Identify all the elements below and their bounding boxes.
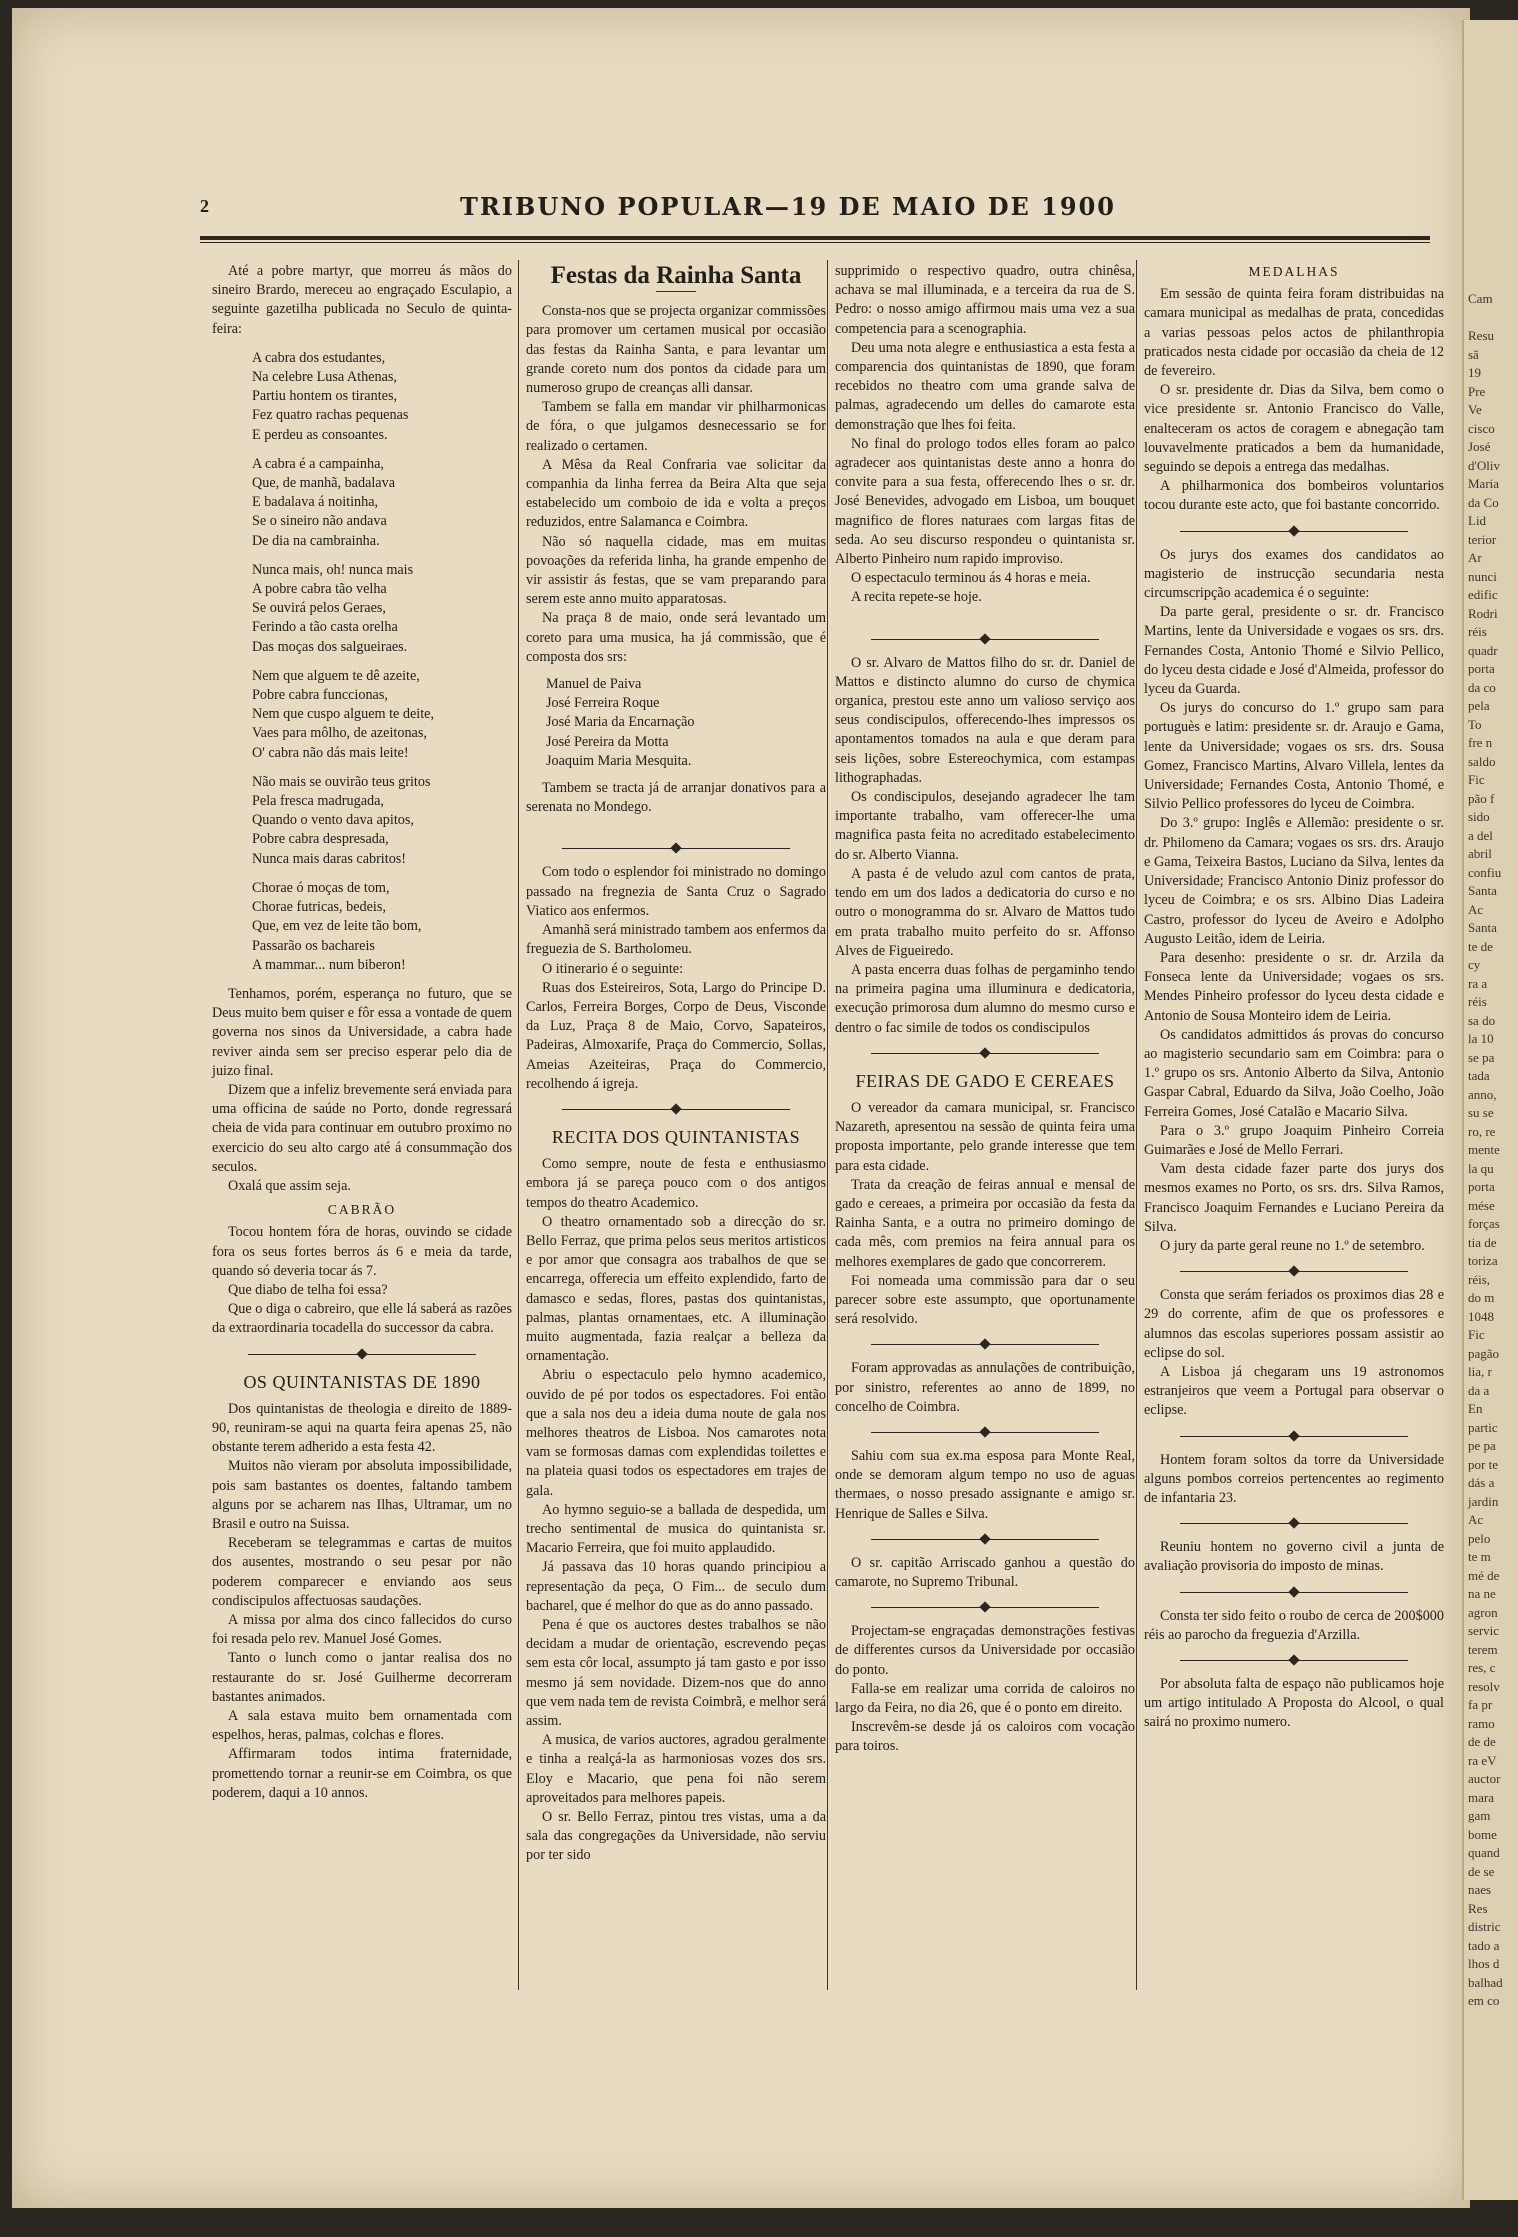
fragment-line: confiu bbox=[1468, 864, 1502, 880]
verse: Chorae futricas, bedeis, bbox=[252, 899, 386, 916]
column-2 bbox=[526, 262, 826, 1866]
paragraph: Os candidatos admittidos ás provas do concurso ao magisterio secundario sam em Coimbra: para o 1.º grupo os srs. Antonio Alberto da Silva, Antonio Gaspar Cabral, Eduardo da Silva, João Coelho, João Ferreira Gomes, José Catalão e Macario Silva. bbox=[1144, 1026, 1444, 1120]
paragraph: A missa por alma dos cinco fallecidos do curso foi resada pelo rev. Manuel José Gomes. bbox=[212, 1612, 512, 1648]
fragment-line: ramo bbox=[1468, 1715, 1495, 1731]
fragment-line: Santa bbox=[1468, 920, 1497, 935]
fragment-line: mente bbox=[1468, 1142, 1500, 1157]
fragment-line: José bbox=[1468, 439, 1491, 454]
verse: Não mais se ouvirão teus gritos bbox=[252, 773, 431, 790]
fragment-line: la qu bbox=[1468, 1160, 1494, 1176]
stanza bbox=[252, 349, 512, 445]
fragment-line: saldo bbox=[1468, 753, 1496, 769]
fragment-line: ro, re bbox=[1468, 1123, 1496, 1139]
paragraph: Do 3.º grupo: Inglês e Allemão: presidente o sr. dr. Philomeno da Camara; vogaes os srs. drs. Araujo e Gama, Teixeira Bastos, Luciano da Silva, lentes da Universidade; Francisco Antonio Diniz professor do lyceu de Coimbra; e os srs. Albino Dias Ladeira Castro, professor do lyceu de Aveiro e Adolpho Augusto Leitão, idem de Leiria. bbox=[1144, 815, 1444, 947]
verse: De dia na cambrainha. bbox=[252, 532, 380, 549]
fragment-line: réis bbox=[1468, 624, 1487, 639]
paragraph: Amanhã será ministrado tambem aos enfermos da freguezia de S. Bartholomeu. bbox=[526, 922, 826, 958]
fragment-line: abril bbox=[1468, 846, 1492, 861]
fragment-line: Cam bbox=[1468, 291, 1493, 306]
fragment-line: Fic bbox=[1468, 772, 1485, 787]
fragment-line: Pre bbox=[1468, 383, 1486, 399]
paragraph: Dos quintanistas de theologia e direito de 1889-90, reuniram-se aqui na quarta feira apenas 25, não obstante terem adherido a esta festa 42. bbox=[212, 1400, 512, 1456]
fragment-line: En bbox=[1468, 1401, 1483, 1416]
fragment-line: Resu bbox=[1468, 328, 1494, 343]
fragment-line: Ar bbox=[1468, 550, 1482, 565]
fragment-line: da Co bbox=[1468, 494, 1499, 510]
fragment-line: balhad bbox=[1468, 1974, 1503, 1990]
fragment-line: a del bbox=[1468, 827, 1493, 843]
fragment-line: cisco bbox=[1468, 420, 1495, 436]
paragraph: Dizem que a infeliz brevemente será enviada para uma officina de saúde no Porto, donde regressará cheia de vida para continuar em outubro proximo no exercicio do seu alto cargo até á consummação dos seculos. bbox=[212, 1081, 512, 1175]
paragraph: Com todo o esplendor foi ministrado no domingo passado na fregnezia de Santa Cruz o Sagrado Viatico aos enfermos. bbox=[526, 864, 826, 919]
list-item: José Ferreira Roque bbox=[546, 695, 660, 712]
fragment-line: terior bbox=[1468, 531, 1497, 547]
fragment-line: terem bbox=[1468, 1641, 1498, 1657]
fragment-line: tado a bbox=[1468, 1937, 1500, 1953]
section-heading: FEIRAS DE GADO E CEREAES bbox=[855, 1070, 1115, 1091]
column-divider bbox=[518, 260, 519, 1990]
paragraph: O theatro ornamentado sob a direcção do sr. Bello Ferraz, que prima pelos seus meritos artisticos e por amor que consagra aos trabalhos de que se encarrega, offerecia um effeito explendido, farto de damasco e sedas, flores, pastas dos quintanistas, palmas, plantas ornamentaes, etc. A illuminação muito augmentada, fazia realçar a belleza da ornamentação. bbox=[526, 1213, 826, 1365]
paragraph: Hontem foram soltos da torre da Universidade alguns pombos correios pertencentes ao regimento de infantaria 23. bbox=[1144, 1451, 1444, 1506]
verse: Nem que alguem te dê azeite, bbox=[252, 667, 420, 684]
fragment-line: mé de bbox=[1468, 1567, 1500, 1583]
fragment-line: d'Oliv bbox=[1468, 457, 1500, 473]
fragment-line: auctor bbox=[1468, 1771, 1501, 1786]
fragment-line: gam bbox=[1468, 1808, 1491, 1823]
fragment-line: Res bbox=[1468, 1900, 1488, 1916]
fragment-line: partic bbox=[1468, 1419, 1498, 1435]
verse: A mammar... num biberon! bbox=[252, 956, 406, 973]
section-heading: RECITA DOS QUINTANISTAS bbox=[551, 1126, 801, 1147]
paragraph: Por absoluta falta de espaço não publicamos hoje um artigo intitulado A Proposta do Alcool, o qual sairá no proximo numero. bbox=[1144, 1676, 1444, 1731]
fragment-line: réis bbox=[1468, 994, 1487, 1009]
paragraph: O sr. presidente dr. Dias da Silva, bem como o vice presidente sr. Antonio Francisco do Valle, enalteceram os actos de coragem e abnegação tam louvavelmente praticados a bem da humanidade, seguindo se depois a entrega das medalhas. bbox=[1144, 382, 1444, 476]
poem bbox=[252, 349, 512, 975]
paragraph: A sala estava muito bem ornamentada com espelhos, heras, palmas, colchas e flores. bbox=[212, 1708, 512, 1744]
list-item: José Pereira da Motta bbox=[546, 733, 669, 750]
paragraph: A recita repete-se hoje. bbox=[851, 589, 982, 606]
verse: Ferindo a tão casta orelha bbox=[252, 619, 398, 636]
paragraph: Reuniu hontem no governo civil a junta de avaliação provisoria do imposto de minas. bbox=[1144, 1539, 1444, 1575]
fragment-line: anno, bbox=[1468, 1086, 1497, 1102]
masthead-rule bbox=[200, 236, 1430, 240]
paragraph: Em sessão de quinta feira foram distribuidas na camara municipal as medalhas de prata, concedidas a varias pessoas pelos actos de philanthropia praticados nesta cidade por occasião da cheia de 12 de fevereiro. bbox=[1144, 286, 1444, 380]
fragment-line: mése bbox=[1468, 1197, 1495, 1213]
paragraph: O sr. Bello Ferraz, pintou tres vistas, uma a da sala das congregações da Universidade, não serviu por ter sido bbox=[526, 1809, 826, 1864]
fragment-line: ra eV bbox=[1468, 1752, 1497, 1768]
fragment-line: na ne bbox=[1468, 1586, 1496, 1601]
paragraph: O espectaculo terminou ás 4 horas e meia. bbox=[851, 570, 1091, 587]
fragment-line: fa pr bbox=[1468, 1697, 1493, 1712]
fragment-line: da co bbox=[1468, 679, 1496, 695]
list-item: Joaquim Maria Mesquita. bbox=[546, 752, 692, 769]
fragment-line: do m bbox=[1468, 1290, 1495, 1305]
fragment-line: mara bbox=[1468, 1789, 1494, 1805]
verse: Que, em vez de leite tão bom, bbox=[252, 918, 422, 935]
verse: Partiu hontem os tirantes, bbox=[252, 388, 398, 405]
ornament-divider bbox=[212, 1345, 512, 1363]
fragment-line: sa do bbox=[1468, 1012, 1496, 1028]
fragment-line: tia de bbox=[1468, 1234, 1497, 1250]
fragment-line: Lid bbox=[1468, 513, 1487, 528]
fragment-line: sã bbox=[1468, 346, 1479, 362]
paragraph: Tocou hontem fóra de horas, ouvindo se cidade fora os seus fortes berros ás 6 e meia da tarde, quando só deveria tocar ás 7. bbox=[212, 1224, 512, 1279]
paragraph: O jury da parte geral reune no 1.º de setembro. bbox=[1160, 1237, 1425, 1254]
paragraph: Para desenho: presidente o sr. dr. Arzila da Fonseca lente da Universidade; vogaes os srs. Mendes Pinheiro professor do lyceu desta cidade e Antonio de Sousa Monteiro idem de Leiria. bbox=[1144, 949, 1444, 1024]
paragraph: Foram approvadas as annulações de contribuição, por sinistro, referentes ao anno de 1899, no concelho de Coimbra. bbox=[835, 1360, 1135, 1415]
stanza bbox=[252, 561, 512, 657]
fragment-line: pe pa bbox=[1468, 1438, 1496, 1453]
stanza bbox=[252, 455, 512, 551]
list-item: José Maria da Encarnação bbox=[546, 714, 695, 731]
verse: Pobre cabra despresada, bbox=[252, 831, 389, 848]
section-heading: OS QUINTANISTAS DE 1890 bbox=[243, 1371, 481, 1392]
verse: E badalava á noitinha, bbox=[252, 494, 379, 511]
verse: Nunca mais, oh! nunca mais bbox=[252, 561, 414, 578]
ornament-divider bbox=[835, 1530, 1135, 1548]
paragraph: No final do prologo todos elles foram ao palco agradecer aos quintanistas deste anno a honra do convite para a sua festa, offerecendo lhes o sr. dr. José Benevides, advogado em Lisboa, um bouquet magnifico de flores naturaes com largas fitas de seda. Ao seu discurso respondeu o quintanista sr. Alberto Pinheiro num rapido improviso. bbox=[835, 435, 1135, 568]
verse: Pobre cabra funccionas, bbox=[252, 687, 388, 704]
paragraph: Consta ter sido feito o roubo de cerca de 200$000 réis ao parocho da freguezia d'Arzilla. bbox=[1144, 1607, 1444, 1643]
short-rule bbox=[656, 291, 696, 292]
ornament-divider bbox=[1144, 1262, 1444, 1280]
verse: Se o sineiro não andava bbox=[252, 513, 387, 530]
section-heading: Festas da Rainha Santa bbox=[550, 262, 802, 289]
page-number: 2 bbox=[200, 196, 209, 216]
fragment-line: porta bbox=[1468, 1179, 1495, 1194]
verse: A cabra é a campainha, bbox=[252, 455, 384, 472]
fragment-line: em co bbox=[1468, 1993, 1500, 2008]
newspaper-page bbox=[12, 8, 1470, 2208]
verse: Que, de manhã, badalava bbox=[252, 475, 395, 492]
fragment-line: toriza bbox=[1468, 1253, 1498, 1268]
ornament-divider bbox=[526, 1100, 826, 1118]
paragraph: Que o diga o cabreiro, que elle lá saberá as razões da extraordinaria tocadella do successor da cabra. bbox=[212, 1301, 512, 1337]
ornament-divider bbox=[1144, 1427, 1444, 1445]
stanza bbox=[252, 879, 512, 975]
paragraph: A Lisboa já chegaram uns 19 astronomos estranjeiros que veem a Portugal para observar o eclipse. bbox=[1144, 1363, 1444, 1419]
paragraph: Muitos não vieram por absoluta impossibilidade, pois sam bastantes os doentes, faltando tambem alguns por se acharem nas Ilhas, Ultramar, um no Brasil e outro na Suissa. bbox=[212, 1458, 512, 1532]
fragment-line: quand bbox=[1468, 1845, 1500, 1860]
ornament-divider bbox=[1144, 1651, 1444, 1669]
column-4 bbox=[1144, 262, 1444, 1733]
paragraph: O sr. Alvaro de Mattos filho do sr. dr. Daniel de Mattos e distincto alumno do curso de chymica organica, prestou este anno um valioso serviço aos seus condiscipulos, offerecendo-lhes impressos os apontamentos tomados na aula e que deram para seis lições, sobre Estereochymica, com estampas lithographadas. bbox=[835, 654, 1135, 786]
verse: Nem que cuspo alguem te deite, bbox=[252, 706, 435, 723]
fragment-line: res, c bbox=[1468, 1660, 1496, 1675]
paragraph: Projectam-se engraçadas demonstrações festivas de differentes cursos da Universidade por occasião do ponto. bbox=[835, 1623, 1135, 1678]
fragment-line: tada bbox=[1468, 1068, 1490, 1083]
paragraph: Consta-nos que se projecta organizar commissões para promover um certamen musical por occasião das festas da Rainha Santa, e para levantar um grande coreto num dos pontos da cidade para um numeroso grupo de creanças alli dansar. bbox=[526, 303, 826, 397]
fragment-line: Fic bbox=[1468, 1327, 1485, 1342]
verse: E perdeu as consoantes. bbox=[252, 426, 388, 443]
verse: Passarão os bachareis bbox=[252, 937, 375, 954]
fragment-line: lia, r bbox=[1468, 1364, 1492, 1379]
paragraph: Até a pobre martyr, que morreu ás mãos do sineiro Brardo, mereceu ao engraçado Esculapio, a seguinte gazetilha publicada no Seculo de quinta-feira: bbox=[212, 263, 512, 337]
fragment-line: To bbox=[1468, 716, 1482, 732]
paragraph: Da parte geral, presidente o sr. dr. Francisco Martins, lente da Universidade e vogaes os srs. drs. Fernandes Costa, Antonio Thomé e Silvio Pellico, do lyceu desta cidade e José d'Almeida, professor do lyceu da Guarda. bbox=[1144, 604, 1444, 698]
verse: Quando o vento dava apitos, bbox=[252, 812, 414, 829]
paragraph: O vereador da camara municipal, sr. Francisco Nazareth, apresentou na sessão de quinta feira uma proposta importante, pelo grande interesse que tem para esta cidade. bbox=[835, 1099, 1135, 1174]
paragraph: Que diabo de telha foi essa? bbox=[228, 1281, 388, 1298]
paragraph: Os jurys do concurso do 1.º grupo sam para portuguès e latim: presidente sr. dr. Araujo e Gama, lente da Universidade; vogaes os srs. drs. Sousa Gomez, Francisco Martins, Alvaro Villela, lentes da Universidade; Fernandes Costa, Antonio Thomé, e Silvio Pellico professores do lyceu de Coimbra. bbox=[1144, 700, 1444, 813]
verse: A cabra dos estudantes, bbox=[252, 349, 386, 366]
paragraph: A philharmonica dos bombeiros voluntarios tocou durante este acto, que foi bastante concorrido. bbox=[1144, 478, 1444, 514]
column-1 bbox=[212, 262, 512, 1803]
fragment-line: réis, bbox=[1468, 1271, 1491, 1287]
paragraph: Tanto o lunch como o jantar realisa dos no restaurante do sr. José Guilherme decorreram bastantes animados. bbox=[212, 1650, 512, 1705]
paragraph: Pena é que os auctores destes trabalhos se não decidam a mudar de orientação, escrevendo peças sem esta côr local, assumpto já tam gasto e por isso mesmo já sem novidade. Dizem-nos que do anno que vem nada tem de revista Coimbrã, e melhor será assim. bbox=[526, 1617, 826, 1730]
paragraph: A pasta é de veludo azul com cantos de prata, tendo em um dos lados a dedicatoria do curso e no outro o monogramma do sr. Alvaro de Mattos tudo em prata trabalho muito perfeito do sr. Affonso Alves de Figueiredo. bbox=[835, 865, 1135, 959]
fragment-line: naes bbox=[1468, 1882, 1492, 1897]
stanza bbox=[252, 667, 512, 763]
paragraph: A Mêsa da Real Confraria vae solicitar da companhia da linha ferrea da Beira Alta que seja estabelecido um comboio de ida e volta a preços reduzidos, entre Salamanca e Coimbra. bbox=[526, 456, 826, 531]
verse: Das moças dos salgueiraes. bbox=[252, 638, 408, 655]
fragment-line: bome bbox=[1468, 1826, 1497, 1842]
ornament-divider bbox=[526, 839, 826, 857]
ornament-divider bbox=[1144, 522, 1444, 540]
paragraph: A pasta encerra duas folhas de pergaminho tendo na primeira pagina uma illuminura e dedicatoria, execução primorosa dum alumno do mesmo curso e dentro o fac simile de todos os condiscipulos bbox=[835, 961, 1135, 1036]
fragment-line: edific bbox=[1468, 587, 1498, 602]
paragraph: Receberam se telegrammas e cartas de muitos dos ausentes, mostrando o seu pesar por não poderem comparecer e enviando aos seus condiscipulos affectuosas saudações. bbox=[212, 1535, 512, 1609]
fragment-line: fre n bbox=[1468, 735, 1493, 750]
paragraph: Ao hymno seguio-se a ballada de despedida, um trecho sentimental de musica do quintanista sr. Macario Ferreira, que foi muito applaudido. bbox=[526, 1501, 826, 1557]
fragment-line: Ac bbox=[1468, 1512, 1484, 1527]
verse: Vaes para môlho, de azeitonas, bbox=[252, 725, 427, 742]
paragraph: Abriu o espectaculo pelo hymno academico, ouvido de pé por todos os espectadores. Foi então que a sala nos deu a ideia duma noute de gala nos melhores theatros de Lisboa. Nos camarotes nota vam se formosas damas com explendidas toilettes e na plateia quasi todos os espectadores em trajes de gala. bbox=[526, 1367, 826, 1499]
paragraph: O itinerario é o seguinte: bbox=[542, 960, 684, 977]
fragment-line: pão f bbox=[1468, 790, 1495, 806]
fragment-line: Santa bbox=[1468, 883, 1497, 898]
fragment-line: de se bbox=[1468, 1863, 1495, 1879]
fragment-line bbox=[1468, 309, 1518, 328]
paragraph: Na praça 8 de maio, onde será levantado um coreto para uma musica, ha já commissão, que é composta dos srs: bbox=[526, 610, 826, 665]
masthead-rule-thin bbox=[200, 242, 1430, 243]
fragment-line: lhos d bbox=[1468, 1956, 1500, 1971]
fragment-line: de de bbox=[1468, 1734, 1496, 1749]
adjacent-page-edge bbox=[1462, 20, 1518, 2200]
paragraph: Tenhamos, porém, esperança no futuro, que se Deus muito bem quiser e fôr essa a vontade de quem governa nos sinos da Universidade, a cabra hade reviver ainda sem ser preciso esperar pelo dia de juizo final. bbox=[212, 985, 512, 1079]
fragment-line: pela bbox=[1468, 698, 1490, 713]
paragraph: Ruas dos Esteireiros, Sota, Largo do Principe D. Carlos, Ferreira Borges, Corpo de Deus, Visconde da Luz, Praça 8 de Maio, Corvo, Sapateiros, Padeiras, Almoxarife, Praça do Commercio, Sollas, Ameias Azeiteiras, Praça do Commercio, recolhendo á igreja. bbox=[526, 979, 826, 1092]
fragment-line: Ve bbox=[1468, 402, 1482, 417]
masthead bbox=[200, 192, 1430, 232]
paragraph: Os jurys dos exames dos candidatos ao magisterio de instrucção secundaria nesta circumscripção academica é o seguinte: bbox=[1144, 546, 1444, 602]
paragraph: Deu uma nota alegre e enthusiastica a esta festa a comparencia dos quintanistas de 1890, que foram recebidos no theatro com uma grande salva de palmas, agradecendo um delles do camarote esta demonstração que lhes foi feita. bbox=[835, 339, 1135, 433]
fragment-line: agron bbox=[1468, 1604, 1498, 1620]
paragraph: Falla-se em realizar uma corrida de caloiros no largo da Feira, no dia 26, que é o ponto em direito. bbox=[835, 1680, 1135, 1716]
verse: O' cabra não dás mais leite! bbox=[252, 744, 409, 761]
verse: Fez quatro rachas pequenas bbox=[252, 407, 409, 424]
newspaper-title: TRIBUNO POPULAR—19 DE MAIO DE 1900 bbox=[460, 192, 1116, 221]
verse: Chorae ó moças de tom, bbox=[252, 879, 390, 896]
fragment-line: distric bbox=[1468, 1919, 1501, 1934]
fragment-line: resolv bbox=[1468, 1678, 1500, 1694]
fragment-line: cy bbox=[1468, 957, 1481, 972]
paragraph: supprimido o respectivo quadro, outra chinêsa, achava se mal illuminada, e a terceira da rua de S. Pedro: o nosso amigo affirmou mais uma vez a sua competencia para a scenographia. bbox=[835, 263, 1135, 337]
paragraph: Tambem se tracta já de arranjar donativos para a serenata no Mondego. bbox=[526, 780, 826, 816]
paragraph: Já passava das 10 horas quando principiou a representação da peça, O Fim... de seculo dum bacharel, que é melhor do que as do anno passado. bbox=[526, 1559, 826, 1614]
fragment-line: la 10 bbox=[1468, 1031, 1494, 1046]
fragment-line: 1048 bbox=[1468, 1308, 1494, 1324]
paragraph: Inscrevêm-se desde já os caloiros com vocação para toiros. bbox=[835, 1719, 1135, 1755]
fragment-line: por te bbox=[1468, 1456, 1498, 1472]
fragment-line: te m bbox=[1468, 1549, 1491, 1564]
fragment-line: pelo bbox=[1468, 1530, 1491, 1546]
verse: Se ouvirá pelos Geraes, bbox=[252, 600, 386, 617]
paragraph: Não só naquella cidade, mas em muitas povoações da referida linha, ha grande empenho de vir assistir ás festas, que se vam preparando para serem este anno muito apparatosas. bbox=[526, 533, 826, 608]
fragment-line: dás a bbox=[1468, 1475, 1495, 1490]
fragment-line: Maria bbox=[1468, 476, 1500, 491]
ornament-divider bbox=[835, 630, 1135, 648]
column-divider bbox=[1136, 260, 1137, 1990]
member-list bbox=[546, 675, 826, 771]
paragraph: Os condiscipulos, desejando agradecer lhe tam importante trabalho, vam offerecer-lhe uma magnifica pasta feita no acreditado estabelecimento do sr. Alberto Vianna. bbox=[835, 789, 1135, 863]
paragraph: Foi nomeada uma commissão para dar o seu parecer sobre este assumpto, que oportunamente será resolvido. bbox=[835, 1272, 1135, 1328]
ornament-divider bbox=[1144, 1583, 1444, 1601]
fragment-line: su se bbox=[1468, 1105, 1494, 1120]
paragraph: Tambem se falla em mandar vir philharmonicas de fóra, o que julgamos desnecessario se for realizado o certamen. bbox=[526, 399, 826, 454]
fragment-line: pagão bbox=[1468, 1345, 1500, 1361]
verse: Nunca mais daras cabritos! bbox=[252, 850, 407, 867]
ornament-divider bbox=[835, 1044, 1135, 1062]
fragment-line: jardin bbox=[1468, 1493, 1499, 1509]
paragraph: Para o 3.º grupo Joaquim Pinheiro Correia Guimarães e José de Mello Ferrari. bbox=[1144, 1122, 1444, 1158]
ornament-divider bbox=[1144, 1514, 1444, 1532]
paragraph: Trata da creação de feiras annual e mensal de gado e cereaes, a primeira por occasião da festa da Rainha Santa, e a outra no primeiro domingo de cada mês, com premios na feira annual para os melhores exemplares de gado que concorrerem. bbox=[835, 1176, 1135, 1270]
list-item: Manuel de Paiva bbox=[546, 676, 642, 693]
fragment-line: sido bbox=[1468, 809, 1490, 824]
fragment-line: te de bbox=[1468, 938, 1493, 954]
fragment-line: se pa bbox=[1468, 1049, 1495, 1065]
ornament-divider bbox=[835, 1598, 1135, 1616]
column-divider bbox=[827, 260, 828, 1990]
fragment-line: servic bbox=[1468, 1623, 1500, 1638]
paragraph: O sr. capitão Arriscado ganhou a questão do camarote, no Supremo Tribunal. bbox=[835, 1554, 1135, 1590]
fragment-line: forças bbox=[1468, 1216, 1500, 1231]
section-heading: MEDALHAS bbox=[1248, 264, 1340, 279]
fragment-line: nunci bbox=[1468, 568, 1497, 584]
verse: Na celebre Lusa Athenas, bbox=[252, 369, 397, 386]
paragraph: A musica, de varios auctores, agradou geralmente e tinha a realçá-la as harmoniosas vozes dos srs. Eloy e Macario, que pena foi não serem aproveitados para melhores papeis. bbox=[526, 1732, 826, 1806]
column-3 bbox=[835, 262, 1135, 1757]
fragment-line: ra a bbox=[1468, 975, 1488, 991]
fragment-line: Ac bbox=[1468, 901, 1484, 917]
section-heading: CABRÃO bbox=[327, 1202, 397, 1218]
paragraph: Vam desta cidade fazer parte dos jurys dos mesmos exames no Porto, os srs. drs. Silva Ramos, Francisco Joaquim Fernandes e Luciano Pereira da Silva. bbox=[1144, 1161, 1444, 1235]
paragraph: Como sempre, noute de festa e enthusiasmo embora já se pareça pouco com o dos antigos tempos do theatro Academico. bbox=[526, 1156, 826, 1211]
paragraph: Affirmaram todos intima fraternidade, promettendo tornar a reunir-se em Coimbra, os que poderem, daqui a 10 annos. bbox=[212, 1746, 512, 1801]
adjacent-page-fragments bbox=[1464, 20, 1518, 2011]
stanza bbox=[252, 773, 512, 869]
fragment-line: porta bbox=[1468, 661, 1495, 676]
paragraph: Sahiu com sua ex.ma esposa para Monte Real, onde se demoram algum tempo no uso de aguas thermaes, o nosso presado assignante e amigo sr. Henrique de Salles e Silva. bbox=[835, 1447, 1135, 1522]
paragraph: Consta que serám feriados os proximos dias 28 e 29 do corrente, afim de que os professores e alumnos das escolas superiores possam assistir ao eclipse do sol. bbox=[1144, 1287, 1444, 1361]
fragment-line: quadr bbox=[1468, 642, 1498, 658]
fragment-line: 19 bbox=[1468, 365, 1481, 380]
paragraph: Oxalá que assim seja. bbox=[228, 1177, 351, 1194]
verse: A pobre cabra tão velha bbox=[252, 581, 387, 598]
verse: Pela fresca madrugada, bbox=[252, 793, 384, 810]
fragment-line: da a bbox=[1468, 1382, 1490, 1398]
ornament-divider bbox=[835, 1335, 1135, 1353]
ornament-divider bbox=[835, 1423, 1135, 1441]
fragment-line: Rodri bbox=[1468, 605, 1498, 621]
